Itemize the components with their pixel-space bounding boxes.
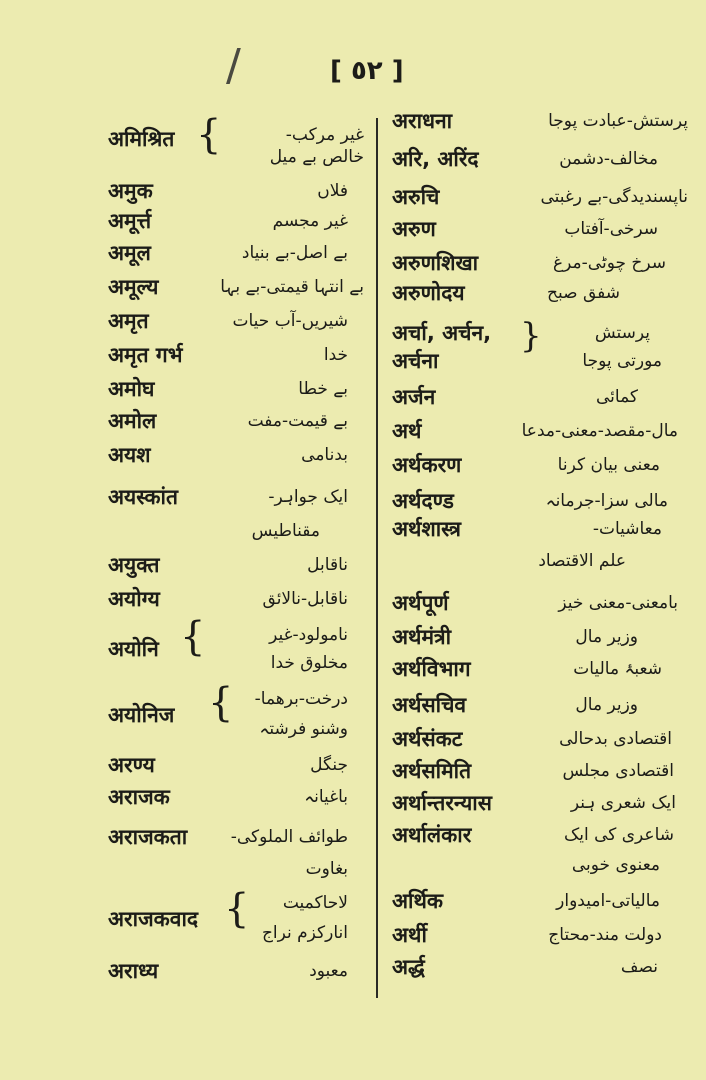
- urdu-meaning: بامعنی-معنی خیز: [558, 593, 678, 613]
- headword: अर्थसंकट: [392, 727, 463, 751]
- headword: अर्थसचिव: [392, 693, 467, 717]
- entry-right-13: [378, 512, 688, 546]
- entry-right-3: [378, 180, 688, 214]
- headword: अयोग्य: [108, 587, 160, 611]
- brace: {: [196, 112, 222, 158]
- urdu-meaning: مال-مقصد-معنی-مدعا: [521, 421, 678, 441]
- urdu-meaning: ایک جواہر-: [268, 487, 348, 507]
- entry-right-11: [378, 448, 688, 482]
- brace: {: [180, 614, 206, 660]
- entry-right-10: [378, 414, 688, 448]
- entry-left-8: [0, 338, 376, 372]
- entry-left-5: [0, 236, 376, 270]
- headword: अमूल: [108, 241, 151, 265]
- urdu-meaning: انارکزم نراج: [261, 923, 348, 943]
- headword: अर्थसमिति: [392, 759, 472, 783]
- headword: अर्थान्तरन्यास: [392, 791, 492, 815]
- headword: अमोल: [108, 409, 157, 433]
- headword: अरुणोदय: [392, 281, 465, 305]
- pencil-mark: /: [226, 40, 241, 91]
- entry-left-24: [0, 886, 376, 931]
- urdu-meaning: نصف: [620, 957, 658, 977]
- entry-right-22: [378, 818, 688, 852]
- entry-left-10: [0, 404, 376, 438]
- entry-left-20: [0, 748, 376, 782]
- entry-right-14: [378, 544, 688, 578]
- headword: अर्थालंकार: [392, 823, 472, 847]
- headword: अर्थविभाग: [392, 657, 471, 681]
- entry-left-6: [0, 270, 376, 304]
- entry-left-9: [0, 372, 376, 406]
- urdu-meaning: وشنو فرشتہ: [259, 719, 348, 739]
- entry-left-19: [0, 712, 376, 746]
- headword: अराध्य: [108, 959, 159, 983]
- urdu-meaning: ناقابل: [307, 555, 348, 575]
- entry-right-19: [378, 722, 688, 756]
- urdu-meaning: غیر مجسم: [272, 211, 348, 231]
- headword: अराजक: [108, 785, 170, 809]
- page-number: [ ٥٢ ]: [330, 56, 404, 86]
- urdu-meaning: خالص بے میل: [269, 147, 364, 167]
- entry-right-25: [378, 918, 688, 952]
- entry-right-9: [378, 380, 688, 414]
- urdu-meaning: ناپسندیدگی-بے رغبتی: [540, 187, 688, 207]
- urdu-meaning: مالی سزا-جرمانہ: [545, 491, 668, 511]
- urdu-meaning: مخلوق خدا: [270, 653, 348, 673]
- urdu-meaning: لاحاکمیت: [282, 893, 348, 913]
- urdu-meaning: شیریں-آب حیات: [232, 311, 348, 331]
- entry-right-6: [378, 276, 688, 310]
- urdu-meaning: وزیر مال: [575, 627, 638, 647]
- headword: अराधना: [392, 109, 453, 133]
- urdu-meaning: کمائی: [595, 387, 638, 407]
- entry-left-18: [0, 682, 376, 727]
- entry-right-21: [378, 786, 688, 820]
- entry-left-25: [0, 916, 376, 950]
- urdu-meaning: معاشیات-: [592, 519, 662, 539]
- entry-right-17: [378, 652, 688, 686]
- headword: अमूल्य: [108, 275, 159, 299]
- headword: अर्थपूर्ण: [392, 591, 449, 615]
- entry-right-5: [378, 246, 688, 280]
- entry-left-7: [0, 304, 376, 338]
- headword: अमृत: [108, 309, 149, 333]
- headword: अर्थशास्त्र: [392, 517, 461, 541]
- headword: अराजकता: [108, 825, 188, 849]
- headword: अरि, अरिंद: [392, 147, 479, 171]
- urdu-meaning: شعبۂ مالیات: [573, 659, 662, 679]
- urdu-meaning: جنگل: [310, 755, 348, 775]
- urdu-meaning: ایک شعری ہنر: [570, 793, 676, 813]
- urdu-meaning: بے اصل-بے بنیاد: [241, 243, 348, 263]
- headword: अर्द्ध: [392, 955, 425, 979]
- headword: अर्जन: [392, 385, 436, 409]
- entry-left-11: [0, 438, 376, 472]
- urdu-meaning: سرخ چوٹی-مرغ: [553, 253, 666, 273]
- headword: अर्थिक: [392, 889, 444, 913]
- urdu-meaning: مخالف-دشمن: [559, 149, 658, 169]
- headword: अर्थकरण: [392, 453, 462, 477]
- urdu-meaning: نامولود-غیر: [269, 625, 348, 645]
- urdu-meaning: معنی بیان کرنا: [557, 455, 660, 475]
- urdu-meaning: باغیانہ: [304, 787, 348, 807]
- entry-left-22: [0, 820, 376, 854]
- urdu-meaning: اقتصادی بدحالی: [559, 729, 672, 749]
- urdu-meaning: علم الاقتصاد: [538, 551, 626, 571]
- entry-left-21: [0, 780, 376, 814]
- headword: अयश: [108, 443, 151, 467]
- urdu-meaning: ناقابل-نالائق: [262, 589, 348, 609]
- headword: अर्थी: [392, 923, 427, 947]
- entry-right-18: [378, 688, 688, 722]
- headword: अर्थदण्ड: [392, 489, 454, 513]
- headword: अरुण: [392, 217, 436, 241]
- urdu-meaning: بغاوت: [305, 859, 348, 879]
- headword: अर्चना: [392, 349, 439, 373]
- urdu-meaning: درخت-برهما-: [254, 689, 348, 709]
- entry-right-24: [378, 884, 688, 918]
- urdu-meaning: معنوی خوبی: [571, 855, 660, 875]
- brace: {: [208, 680, 234, 726]
- urdu-meaning: شاعری کی ایک: [564, 825, 674, 845]
- urdu-meaning: خدا: [323, 345, 348, 365]
- urdu-meaning: مالیاتی-امیدوار: [556, 891, 660, 911]
- entry-left-15: [0, 582, 376, 616]
- entry-left-12: [0, 480, 376, 514]
- headword: अयोनिज: [108, 703, 175, 727]
- entry-left-4: [0, 204, 376, 238]
- urdu-meaning: طوائف الملوکی-: [230, 827, 348, 847]
- urdu-meaning: غیر مرکب-: [285, 125, 364, 145]
- entry-left-23: [0, 852, 376, 886]
- entry-left-26: [0, 954, 376, 988]
- urdu-meaning: شفق صبح: [547, 283, 620, 303]
- headword: अयुक्त: [108, 553, 160, 577]
- entry-left-3: [0, 174, 376, 208]
- entry-right-1: [378, 104, 688, 138]
- urdu-meaning: اقتصادی مجلس: [562, 761, 674, 781]
- headword: अरुचि: [392, 185, 440, 209]
- entry-left-2: [0, 140, 376, 174]
- entry-right-4: [378, 212, 688, 246]
- headword: अरुणशिखा: [392, 251, 479, 275]
- urdu-meaning: بے قیمت-مفت: [247, 411, 348, 431]
- headword: अर्थमंत्री: [392, 625, 452, 649]
- urdu-meaning: بے انتہا قیمتی-بے بہا: [220, 277, 364, 297]
- entry-right-2: [378, 142, 688, 176]
- urdu-meaning: بے خطا: [298, 379, 348, 399]
- headword: अयोनि: [108, 637, 159, 661]
- headword: अमुक: [108, 179, 153, 203]
- brace: }: [520, 316, 542, 356]
- entry-right-15: [378, 586, 688, 620]
- headword: अराजकवाद: [108, 907, 199, 931]
- entry-left-13: [0, 514, 376, 548]
- headword: अमूर्त्त: [108, 209, 152, 233]
- urdu-meaning: معبود: [309, 961, 348, 981]
- brace: {: [224, 886, 250, 932]
- headword: अमिश्रित: [108, 127, 175, 151]
- urdu-meaning: بدنامی: [301, 445, 348, 465]
- headword: अमोघ: [108, 377, 155, 401]
- entry-right-16: [378, 620, 688, 654]
- headword: अरण्य: [108, 753, 155, 777]
- headword: अर्थ: [392, 419, 422, 443]
- headword: अमृत गर्भ: [108, 343, 183, 367]
- entry-right-20: [378, 754, 688, 788]
- urdu-meaning: دولت مند-محتاج: [548, 925, 662, 945]
- urdu-meaning: پرستش: [594, 323, 650, 343]
- urdu-meaning: مقناطیس: [251, 521, 320, 541]
- entry-right-26: [378, 950, 688, 984]
- entry-right-23: [378, 848, 688, 882]
- headword: अर्चा, अर्चन,: [392, 321, 492, 345]
- urdu-meaning: مورتی پوجا: [582, 351, 662, 371]
- entry-left-14: [0, 548, 376, 582]
- urdu-meaning: فلاں: [317, 181, 348, 201]
- urdu-meaning: پرستش-عبادت پوجا: [548, 111, 688, 131]
- urdu-meaning: وزیر مال: [575, 695, 638, 715]
- headword: अयस्कांत: [108, 485, 178, 509]
- urdu-meaning: سرخی-آفتاب: [564, 219, 658, 239]
